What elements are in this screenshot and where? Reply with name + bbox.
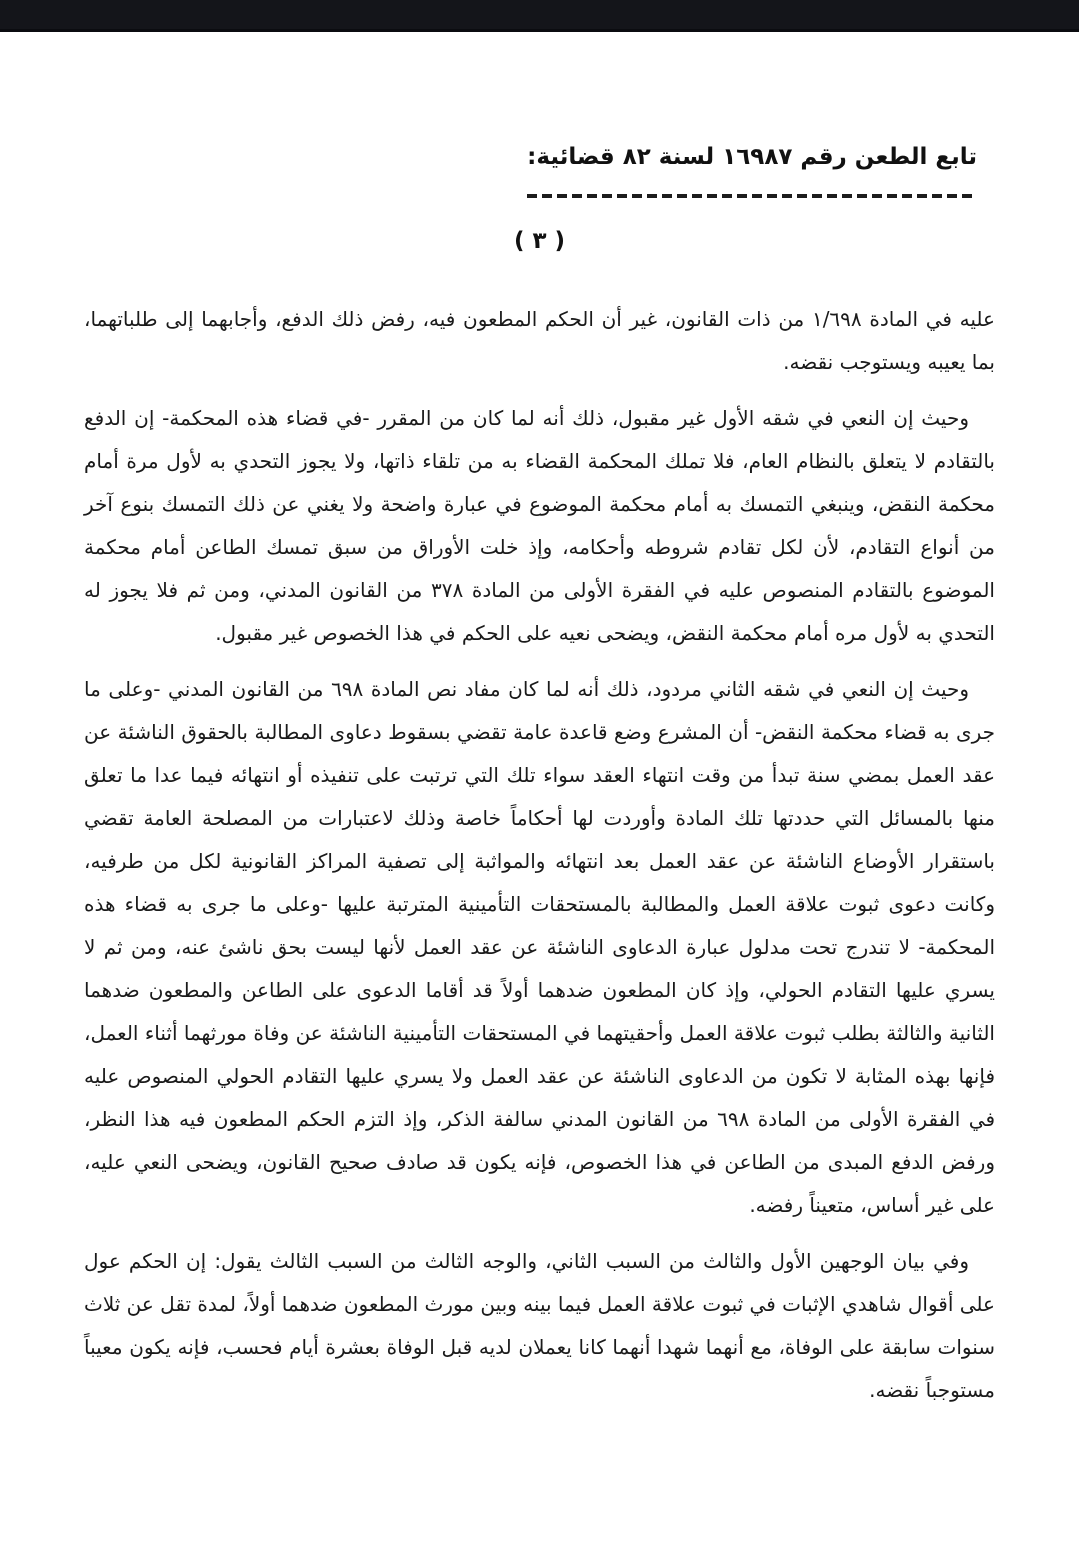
body-paragraph-2: وحيث إن النعي في شقه الأول غير مقبول، ذلك أنه لما كان من المقرر -في قضاء هذه المحكمة- إن الدفع بالتقادم لا يتعلق بالنظام العام، فلا تملك المحكمة القضاء به من تلقاء ذاتها، ولا يجوز التحدي به لأول مرة أمام محكمة النقض، وينبغي التمسك به أمام محكمة الموضوع في عبارة واضحة ولا يغني عن ذلك التمسك بنوع آخر من أنواع التقادم، لأن لكل تقادم شروطه وأحكامه، وإذ خلت الأوراق من سبق تمسك الطاعن أمام محكمة الموضوع بالتقادم المنصوص عليه في الفقرة الأولى من المادة ٣٧٨ من القانون المدني، ومن ثم فلا يجوز له التحدي به لأول مره أمام محكمة النقض، ويضحى نعيه على الحكم في هذا الخصوص غير مقبول. bbox=[84, 406, 995, 645]
body-paragraph-4: وفي بيان الوجهين الأول والثالث من السبب الثاني، والوجه الثالث من السبب الثالث يقول: إن الحكم عول على أقوال شاهدي الإثبات في ثبوت علاقة العمل فيما بينه وبين مورث المطعون ضدهما أولاً، لمدة تقل عن ثلاث سنوات سابقة على الوفاة، مع أنهما شهدا أنهما كانا يعملان لديه قبل الوفاة بعشرة أيام فحسب، فإنه يكون معيباً مستوجباً نقضه. bbox=[83, 1249, 995, 1402]
document-page bbox=[0, 140, 1079, 1412]
case-reference-title: تابع الطعن رقم ١٦٩٨٧ لسنة ٨٢ قضائية: bbox=[527, 144, 977, 170]
body-paragraph-3: وحيث إن النعي في شقه الثاني مردود، ذلك أنه لما كان مفاد نص المادة ٦٩٨ من القانون المدني -وعلى ما جرى به قضاء محكمة النقض- أن المشرع وضع قاعدة عامة تقضي بسقوط دعاوى المطالبة بالحقوق الناشئة عن عقد العمل بمضي سنة تبدأ من وقت انتهاء العقد سواء تلك التي ترتبت على تنفيذه أو انتهائه فيما عدا ما تعلق منها بالمسائل التي حددتها تلك المادة وأوردت لها أحكاماً خاصة وذلك لاعتبارات من المصلحة العامة تقضي باستقرار الأوضاع الناشئة عن عقد العمل بعد انتهائه والمواثبة إلى تصفية المراكز القانونية لكل من طرفيه، وكانت دعوى ثبوت علاقة العمل والمطالبة بالمستحقات التأمينية المترتبة عليها -وعلى ما جرى به قضاء هذه المحكمة- لا تندرج تحت مدلول عبارة الدعاوى الناشئة عن عقد العمل لأنها ليست بحق ناشئ عنه، ومن ثم لا يسري عليها التقادم الحولي، وإذ كان المطعون ضدهما أولاً قد أقاما الدعوى على الطاعن والمطعون ضدهما الثانية والثالثة بطلب ثبوت علاقة العمل وأحقيتهما في المستحقات التأمينية الناشئة عن وفاة مورثهما أثناء العمل، فإنها بهذه المثابة لا تكون من الدعاوى الناشئة عن عقد العمل ولا يسري عليها التقادم الحولي المنصوص عليه في الفقرة الأولى من المادة ٦٩٨ من القانون المدني سالفة الذكر، وإذ التزم الحكم المطعون فيه هذا النظر، ورفض الدفع المبدى من الطاعن في هذا الخصوص، فإنه يكون قد صادف صحيح القانون، ويضحى النعي عليه، على غير أساس، متعيناً رفضه. bbox=[84, 677, 996, 1217]
page-number: ( ٣ ) bbox=[513, 228, 566, 254]
document-body bbox=[84, 298, 995, 1412]
top-dark-bar bbox=[0, 0, 1079, 32]
dashed-divider bbox=[527, 194, 977, 198]
document-header-block bbox=[527, 140, 977, 198]
document-header bbox=[84, 140, 995, 198]
body-paragraph-1: عليه في المادة ١/٦٩٨ من ذات القانون، غير أن الحكم المطعون فيه، رفض ذلك الدفع، وأجابهما إلى طلباتهما، بما يعيبه ويستوجب نقضه. bbox=[84, 307, 995, 374]
